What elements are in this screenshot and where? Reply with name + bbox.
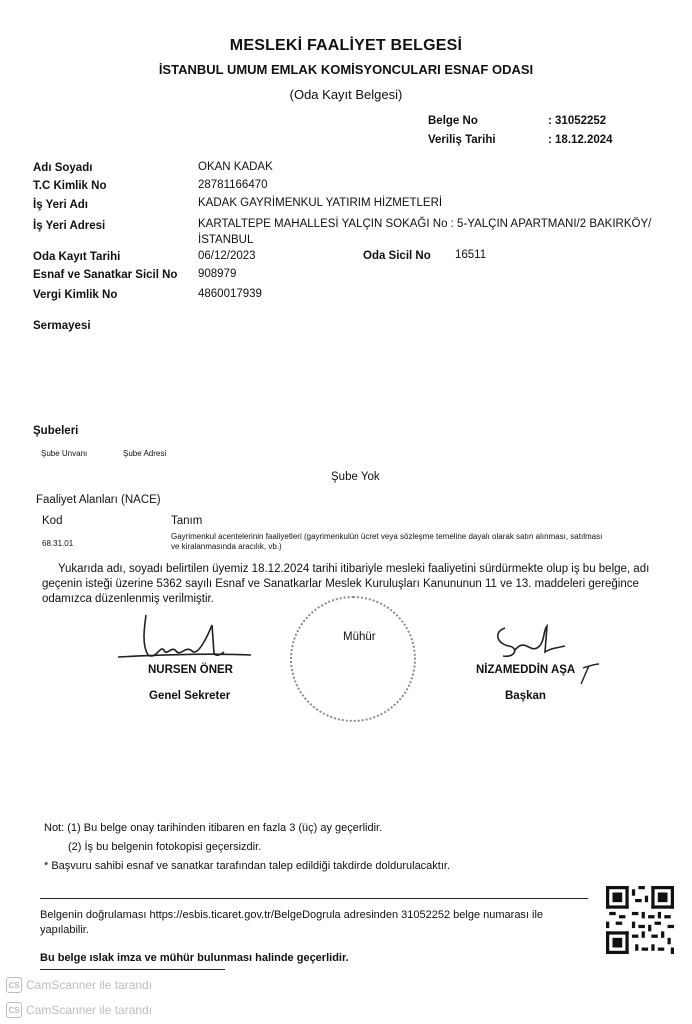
is-yeri-adresi-label: İş Yeri Adresi [33, 220, 106, 232]
validity-text: Bu belge ıslak imza ve mühür bulunması halinde geçerlidir. [40, 952, 349, 964]
sube-yok-text: Şube Yok [331, 471, 380, 483]
body-text-line1: Yukarıda adı, soyadı belirtilen üyemiz 18.12.2024 tarihi itibariyle mesleki faaliyetini sürdürmekte olup iş bu belge, adı [58, 563, 650, 575]
esnaf-sicil-value: 908979 [198, 268, 237, 280]
is-yeri-adresi-value-line2: İSTANBUL [198, 234, 254, 246]
tc-kimlik-value: 28781166470 [198, 179, 268, 191]
right-signer-title: Başkan [505, 690, 546, 702]
note-3: * Başvuru sahibi esnaf ve sanatkar tarafından talep edildiği takdirde doldurulacaktır. [44, 860, 451, 872]
nace-row-tanim-line1: Gayrimenkul acentelerinin faaliyetleri (gayrimenkulün ücret veya sözleşme temeline dayalı olarak satın alınması, satılması [171, 532, 603, 541]
tc-kimlik-label: T.C Kimlik No [33, 180, 107, 192]
belge-no-value: : 31052252 [548, 115, 607, 127]
nace-row-tanim-line2: ve kiralanmasında aracılık, vb.) [171, 542, 282, 551]
oda-kayit-tarihi-value: 06/12/2023 [198, 250, 256, 262]
verification-text-line2: yapılabilir. [40, 924, 89, 936]
body-text-line2: geçenin isteği üzerine 5362 sayılı Esnaf ve Sanatkarlar Meslek Kuruluşları Kanununun 11 ve 13. maddeleri gereğince [42, 578, 639, 590]
verilis-tarihi-label: Veriliş Tarihi [428, 134, 496, 146]
camscanner-text-1: CamScanner ile tarandı [26, 978, 153, 992]
nace-kod-header: Kod [42, 515, 63, 527]
nace-row-kod: 68.31.01 [42, 539, 74, 548]
document-subtitle: İSTANBUL UMUM EMLAK KOMİSYONCULARI ESNAF ODASI [158, 62, 534, 77]
right-signature-icon [485, 618, 595, 688]
sube-adresi-header: Şube Adresi [123, 449, 167, 458]
document-title: MESLEKİ FAALİYET BELGESİ [229, 37, 463, 54]
note-1: Not: (1) Bu belge onay tarihinden itibaren en fazla 3 (üç) ay geçerlidir. [44, 822, 383, 834]
camscanner-logo-icon: CS [6, 977, 22, 993]
body-text-line3: odamızca düzenlenmiş verilmiştir. [42, 593, 214, 605]
qr-code-icon [606, 886, 674, 954]
camscanner-text-2: CamScanner ile tarandı [26, 1003, 153, 1017]
document-note: (Oda Kayıt Belgesi) [289, 87, 403, 102]
ad-soyad-label: Adı Soyadı [33, 162, 93, 174]
camscanner-watermark-1 [6, 977, 152, 993]
right-signer-name: NİZAMEDDİN AŞA [476, 664, 576, 676]
oda-kayit-tarihi-label: Oda Kayıt Tarihi [33, 251, 121, 263]
nace-title: Faaliyet Alanları (NACE) [36, 494, 161, 506]
stamp-label: Mühür [343, 631, 376, 643]
is-yeri-adresi-value-line1: KARTALTEPE MAHALLESİ YALÇIN SOKAĞI No : 5-YALÇIN APARTMANI/2 BAKIRKÖY/ [198, 218, 652, 230]
nace-tanim-header: Tanım [171, 515, 203, 527]
oda-sicil-no-label: Oda Sicil No [363, 250, 431, 262]
vergi-kimlik-value: 4860017939 [198, 288, 262, 300]
camscanner-logo-icon: CS [6, 1002, 22, 1018]
verilis-tarihi-value: : 18.12.2024 [548, 134, 613, 146]
is-yeri-adi-value: KADAK GAYRİMENKUL YATIRIM HİZMETLERİ [198, 197, 443, 209]
sermaye-label: Sermayesi [33, 320, 91, 332]
esnaf-sicil-label: Esnaf ve Sanatkar Sicil No [33, 269, 178, 281]
camscanner-watermark-2 [6, 1002, 152, 1018]
oda-sicil-no-value: 16511 [455, 249, 487, 261]
belge-no-label: Belge No [428, 115, 478, 127]
footer-top-rule [40, 898, 588, 899]
note-2: (2) İş bu belgenin fotokopisi geçersizdir. [68, 841, 262, 853]
left-signer-title: Genel Sekreter [149, 690, 231, 702]
left-signer-name: NURSEN ÖNER [148, 664, 233, 676]
verification-text-line1: Belgenin doğrulaması https://esbis.ticaret.gov.tr/BelgeDogrula adresinden 31052252 belge numarası ile [40, 909, 544, 921]
ad-soyad-value: OKAN KADAK [198, 161, 273, 173]
is-yeri-adi-label: İş Yeri Adı [33, 199, 88, 211]
subeler-title: Şubeleri [33, 425, 79, 437]
vergi-kimlik-label: Vergi Kimlik No [33, 289, 118, 301]
left-signature-icon [116, 605, 256, 665]
footer-bottom-rule [40, 969, 225, 970]
sube-unvani-header: Şube Unvanı [41, 449, 88, 458]
official-stamp [290, 596, 416, 722]
